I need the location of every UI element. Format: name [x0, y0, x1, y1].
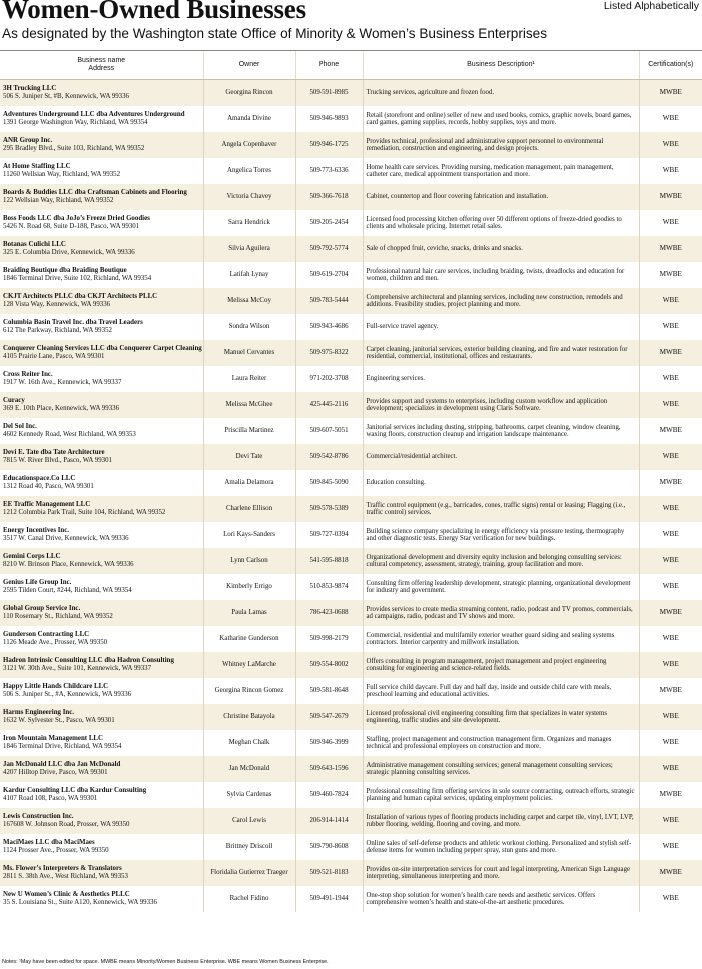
- business-address: 1124 Prosser Ave., Prosser, WA 99350: [3, 847, 109, 854]
- business-address: 1212 Columbia Park Trail, Suite 104, Richland, WA 99352: [3, 509, 166, 516]
- footnote: Notes: ¹May have been edited for space. MWBE means Minority/Women Business Enterprise. WBE means Women Business Enterprise.: [2, 959, 329, 965]
- business-cell: [0, 496, 203, 522]
- description-cell: Staffing, project management and construction management firm. Organizes and manages technical and professional employees on construction and more.: [363, 730, 639, 756]
- business-cell: [0, 886, 203, 912]
- owner-cell: Rachel Fidino: [203, 886, 295, 912]
- page-subtitle: As designated by the Washington state Office of Minority & Women’s Business Enterprises: [2, 26, 548, 41]
- business-address: 1846 Terminal Drive, Richland, WA 99354: [3, 743, 122, 750]
- table-row: [0, 262, 702, 288]
- business-name: 3H Trucking LLC: [3, 85, 57, 93]
- business-table: [0, 51, 702, 912]
- business-address: 612 The Parkway, Richland, WA 99352: [3, 327, 112, 334]
- phone-cell: 971-202-3708: [295, 366, 363, 392]
- table-row: [0, 236, 702, 262]
- business-address: 7815 W. River Blvd., Pasco, WA 99301: [3, 457, 112, 464]
- phone-cell: 509-792-5774: [295, 236, 363, 262]
- table-body: [0, 80, 702, 913]
- phone-cell: 509-205-2454: [295, 210, 363, 236]
- phone-cell: 509-491-1944: [295, 886, 363, 912]
- table-row: [0, 496, 702, 522]
- description-cell: Professional natural hair care services, including braiding, twists, dreadlocks and education for women, children and men.: [363, 262, 639, 288]
- certification-cell: WBE: [639, 626, 702, 652]
- business-cell: [0, 80, 203, 107]
- phone-cell: 509-998-2179: [295, 626, 363, 652]
- business-cell: [0, 184, 203, 210]
- certification-cell: WBE: [639, 730, 702, 756]
- business-cell: [0, 860, 203, 886]
- phone-cell: 509-460-7824: [295, 782, 363, 808]
- business-name: Del Sol Inc.: [3, 423, 37, 431]
- certification-cell: WBE: [639, 574, 702, 600]
- table-row: [0, 106, 702, 132]
- certification-cell: WBE: [639, 106, 702, 132]
- table-row: [0, 678, 702, 704]
- certification-cell: WBE: [639, 288, 702, 314]
- owner-cell: Amalia Delamora: [203, 470, 295, 496]
- description-cell: Commercial/residential architect.: [363, 444, 639, 470]
- business-name: Jan McDonald LLC dba Jan McDonald: [3, 761, 121, 769]
- column-header-phone: Phone: [295, 51, 363, 80]
- business-table-container: [0, 51, 702, 912]
- business-cell: [0, 106, 203, 132]
- description-cell: Administrative management consulting services; general management consulting services; strategic planning consulting services.: [363, 756, 639, 782]
- business-cell: [0, 730, 203, 756]
- certification-cell: MWBE: [639, 782, 702, 808]
- business-name: Boss Foods LLC dba JoJo’s Freeze Dried Goodies: [3, 215, 150, 223]
- description-cell: Organizational development and diversity equity inclusion and belonging consulting services: cultural competency, assessment, strategy, training, group facilitation and more.: [363, 548, 639, 574]
- table-row: [0, 288, 702, 314]
- certification-cell: MWBE: [639, 184, 702, 210]
- table-row: [0, 782, 702, 808]
- table-row: [0, 132, 702, 158]
- certification-cell: WBE: [639, 132, 702, 158]
- business-cell: [0, 470, 203, 496]
- table-row: [0, 626, 702, 652]
- certification-cell: WBE: [639, 808, 702, 834]
- table-row: [0, 808, 702, 834]
- business-address: 1632 W. Sylvester St., Pasco, WA 99301: [3, 717, 115, 724]
- certification-cell: WBE: [639, 834, 702, 860]
- description-cell: Provides technical, professional and administrative support personnel to environmental remediation, construction and engineering, and design projects.: [363, 132, 639, 158]
- business-cell: [0, 418, 203, 444]
- business-name: Devi E. Tate dba Tate Architecture: [3, 449, 105, 457]
- business-address: 506 S. Juniper St., #A, Kennewick, WA 99336: [3, 691, 132, 698]
- description-cell: Comprehensive architectural and planning services, including new construction, remodels and additions. Feasibility studies, project planning and more.: [363, 288, 639, 314]
- phone-cell: 509-542-8786: [295, 444, 363, 470]
- certification-cell: WBE: [639, 756, 702, 782]
- business-name: Boards & Buddies LLC dba Craftsman Cabinets and Flooring: [3, 189, 187, 197]
- certification-cell: WBE: [639, 366, 702, 392]
- description-cell: Sale of chopped fruit, ceviche, snacks, drinks and snacks.: [363, 236, 639, 262]
- business-cell: [0, 314, 203, 340]
- description-cell: Full service child daycare. Full day and half day, inside and outside child care with meals, preschool learning and educational activities.: [363, 678, 639, 704]
- business-cell: [0, 626, 203, 652]
- business-name: Columbia Basin Travel Inc. dba Travel Leaders: [3, 319, 143, 327]
- description-cell: One-stop shop solution for women’s health care needs and aesthetic services. Offers comprehensive women’s health and state-of-the-art aesthetic procedures.: [363, 886, 639, 912]
- business-address: 506 S. Juniper St, #B, Kennewick, WA 99336: [3, 93, 130, 100]
- description-cell: Full-service travel agency.: [363, 314, 639, 340]
- business-cell: [0, 704, 203, 730]
- owner-cell: Sarra Hendrick: [203, 210, 295, 236]
- owner-cell: Katharine Gunderson: [203, 626, 295, 652]
- business-name: Energy Incentives Inc.: [3, 527, 70, 535]
- phone-cell: 509-943-4686: [295, 314, 363, 340]
- table-row: [0, 314, 702, 340]
- business-name: Braiding Boutique dba Braiding Boutique: [3, 267, 127, 275]
- owner-cell: Georgina Rincon: [203, 80, 295, 107]
- phone-cell: 509-773-6336: [295, 158, 363, 184]
- business-name: Adventures Underground LLC dba Adventures Underground: [3, 111, 185, 119]
- table-row: [0, 652, 702, 678]
- business-name: Global Group Service Inc.: [3, 605, 81, 613]
- business-name: Kardur Consulting LLC dba Kardur Consulting: [3, 787, 147, 795]
- phone-cell: 786-423-0688: [295, 600, 363, 626]
- description-cell: Building science company specializing in energy efficiency via pressure testing, thermography and other diagnostic tests. Energy Star verification for new buildings.: [363, 522, 639, 548]
- business-name: Conquerer Cleaning Services LLC dba Conquerer Carpet Cleaning: [3, 345, 202, 353]
- business-cell: [0, 834, 203, 860]
- phone-cell: 509-521-8183: [295, 860, 363, 886]
- description-cell: Cabinet, countertop and floor covering fabrication and installation.: [363, 184, 639, 210]
- certification-cell: WBE: [639, 158, 702, 184]
- description-cell: Janitorial services including dusting, stripping, bathrooms, carpet cleaning, window cleaning, waxing floors, construction cleanup and irrigation landscape maintenance.: [363, 418, 639, 444]
- table-row: [0, 834, 702, 860]
- business-address: 1126 Meade Ave., Prosser, WA 99350: [3, 639, 108, 646]
- description-cell: Home health care services. Providing nursing, medication management, pain management, catheter care, medical appointment transportation and more.: [363, 158, 639, 184]
- description-cell: Provides on-site interpretation services for court and legal interpreting, American Sign Language interpreting, simultaneous interpreting and more.: [363, 860, 639, 886]
- certification-cell: MWBE: [639, 860, 702, 886]
- business-name: CKJT Architects PLLC dba CKJT Architects PLLC: [3, 293, 158, 301]
- business-name: Curacy: [3, 397, 25, 405]
- business-address: 122 Wellsian Way, Richland, WA 99352: [3, 197, 114, 204]
- business-cell: [0, 652, 203, 678]
- certification-cell: MWBE: [639, 470, 702, 496]
- description-cell: Consulting firm offering leadership development, strategic planning, organizational development for industry and government.: [363, 574, 639, 600]
- owner-cell: Kimberly Errigo: [203, 574, 295, 600]
- table-row: [0, 444, 702, 470]
- description-cell: Licensed professional civil engineering consulting firm that specializes in water systems engineering, traffic studies and site development.: [363, 704, 639, 730]
- description-cell: Engineering services.: [363, 366, 639, 392]
- description-cell: Trucking services, agriculture and frozen food.: [363, 80, 639, 107]
- business-cell: [0, 366, 203, 392]
- table-row: [0, 392, 702, 418]
- business-cell: [0, 808, 203, 834]
- business-address: 1391 George Washington Way, Richland, WA 99354: [3, 119, 148, 126]
- description-cell: Licensed food processing kitchen offering over 50 different options of freeze-dried goodies to clients and wholesale pricing. Internet retail sales.: [363, 210, 639, 236]
- business-cell: [0, 600, 203, 626]
- table-row: [0, 548, 702, 574]
- business-name: Gunderson Contracting LLC: [3, 631, 90, 639]
- description-cell: Retail (storefront and online) seller of new and used books, comics, graphic novels, board games, card games, gaming supplies, records, hobby supplies, toys and more.: [363, 106, 639, 132]
- business-address: 11260 Wellsian Way, Richland, WA 99352: [3, 171, 121, 178]
- owner-cell: Silvia Aguilera: [203, 236, 295, 262]
- business-name: Educationspace.Co LLC: [3, 475, 76, 483]
- business-address: 4107 Road 108, Pasco, WA 99301: [3, 795, 98, 802]
- phone-cell: 509-975-8322: [295, 340, 363, 366]
- certification-cell: MWBE: [639, 600, 702, 626]
- description-cell: Offers consulting in program management, project management and project engineering consulting for engineering and science-related fields.: [363, 652, 639, 678]
- owner-cell: Christine Batayola: [203, 704, 295, 730]
- table-header-row: [0, 51, 702, 80]
- table-row: [0, 756, 702, 782]
- certification-cell: WBE: [639, 886, 702, 912]
- certification-cell: WBE: [639, 704, 702, 730]
- business-address: 35 S. Louisiana St., Suite A120, Kennewick, WA 99336: [3, 899, 157, 906]
- owner-cell: Latifah Lynay: [203, 262, 295, 288]
- owner-cell: Jan McDonald: [203, 756, 295, 782]
- owner-cell: Carol Lewis: [203, 808, 295, 834]
- phone-cell: 509-619-2704: [295, 262, 363, 288]
- business-cell: [0, 236, 203, 262]
- description-cell: Online sales of self-defense products and athletic workout clothing. Personalized and stylish self-defense items for women including pepper spray, stun guns and more.: [363, 834, 639, 860]
- business-cell: [0, 574, 203, 600]
- table-row: [0, 522, 702, 548]
- business-cell: [0, 444, 203, 470]
- certification-cell: WBE: [639, 314, 702, 340]
- business-address: 167608 W. Johnson Road, Prosser, WA 99350: [3, 821, 130, 828]
- business-name: EE Traffic Management LLC: [3, 501, 91, 509]
- business-name: New U Women’s Clinic & Aesthetics PLLC: [3, 891, 130, 899]
- certification-cell: WBE: [639, 548, 702, 574]
- phone-cell: 509-946-1725: [295, 132, 363, 158]
- business-cell: [0, 756, 203, 782]
- column-header-business-name: Business name: [77, 57, 126, 64]
- business-name: Ms. Flower’s Interpreters & Translators: [3, 865, 122, 873]
- business-cell: [0, 522, 203, 548]
- certification-cell: WBE: [639, 210, 702, 236]
- business-address: 128 Vista Way, Kennewick, WA 99336: [3, 301, 111, 308]
- owner-cell: Angelica Torres: [203, 158, 295, 184]
- phone-cell: 425-445-2116: [295, 392, 363, 418]
- business-name: Iron Mountain Management LLC: [3, 735, 103, 743]
- phone-cell: 206-914-1414: [295, 808, 363, 834]
- business-address: 1917 W. 16th Ave., Kennewick, WA 99337: [3, 379, 122, 386]
- certification-cell: WBE: [639, 522, 702, 548]
- phone-cell: 509-366-7618: [295, 184, 363, 210]
- business-address: 8210 W. Brinson Place, Kennewick, WA 99336: [3, 561, 134, 568]
- sort-note: Listed Alphabetically: [603, 0, 699, 12]
- phone-cell: 509-727-0394: [295, 522, 363, 548]
- business-cell: [0, 210, 203, 236]
- owner-cell: Laura Reiter: [203, 366, 295, 392]
- description-cell: Installation of various types of flooring products including carpet and carpet tile, vinyl, LVT, LVP, rubber flooring, welding, flooring and coving, and more.: [363, 808, 639, 834]
- phone-cell: 509-607-5051: [295, 418, 363, 444]
- table-row: [0, 158, 702, 184]
- owner-cell: Lynn Carlson: [203, 548, 295, 574]
- description-cell: Carpet cleaning, janitorial services, exterior building cleaning, and fire and water restoration for residential, commercial, institutional, offices and restaurants.: [363, 340, 639, 366]
- description-cell: Education consulting.: [363, 470, 639, 496]
- owner-cell: Priscilla Martinez: [203, 418, 295, 444]
- certification-cell: MWBE: [639, 678, 702, 704]
- owner-cell: Manuel Cervantes: [203, 340, 295, 366]
- owner-cell: Victoria Chavey: [203, 184, 295, 210]
- certification-cell: WBE: [639, 496, 702, 522]
- owner-cell: Whitney LaMarche: [203, 652, 295, 678]
- business-name: Happy Little Hands Childcare LLC: [3, 683, 109, 691]
- business-address: 2595 Tilden Court, #244, Richland, WA 99354: [3, 587, 132, 594]
- phone-cell: 509-643-1596: [295, 756, 363, 782]
- owner-cell: Floridalia Gutierrez Traeger: [203, 860, 295, 886]
- business-address: 110 Rosemary St., Richland, WA 99352: [3, 613, 113, 620]
- business-cell: [0, 782, 203, 808]
- phone-cell: 509-946-9893: [295, 106, 363, 132]
- business-name: ANR Group Inc.: [3, 137, 53, 145]
- phone-cell: 541-595-8818: [295, 548, 363, 574]
- business-name: Harms Engineering Inc.: [3, 709, 75, 717]
- owner-cell: Brittney Driscoll: [203, 834, 295, 860]
- phone-cell: 509-790-8608: [295, 834, 363, 860]
- business-address: 3121 W. 30th Ave., Suite 101, Kennewick, WA 99337: [3, 665, 152, 672]
- description-cell: Provides support and systems to enterprises, including custom workflow and application development; specializes in development using Claris Software.: [363, 392, 639, 418]
- column-header-certification: Certification(s): [639, 51, 702, 80]
- table-row: [0, 574, 702, 600]
- business-address: 4207 Hilltop Drive, Pasco, WA 99301: [3, 769, 108, 776]
- table-row: [0, 704, 702, 730]
- business-address: 1846 Terminal Drive, Suite 102, Richland, WA 99354: [3, 275, 152, 282]
- table-row: [0, 184, 702, 210]
- business-address: 2811 S. 38th Ave., West Richland, WA 99353: [3, 873, 128, 880]
- table-row: [0, 600, 702, 626]
- business-name: Gemini Corps LLC: [3, 553, 61, 561]
- certification-cell: WBE: [639, 392, 702, 418]
- description-cell: Professional consulting firm offering services in sole source contracting, outreach efforts, strategic planning and human capital services, updating employment policies.: [363, 782, 639, 808]
- owner-cell: Amanda Divine: [203, 106, 295, 132]
- owner-cell: Sylvia Cardenas: [203, 782, 295, 808]
- owner-cell: Sondra Wilson: [203, 314, 295, 340]
- table-row: [0, 340, 702, 366]
- owner-cell: Charlene Ellison: [203, 496, 295, 522]
- business-cell: [0, 132, 203, 158]
- table-row: [0, 470, 702, 496]
- phone-cell: 509-554-8002: [295, 652, 363, 678]
- owner-cell: Georgina Rincon Gomez: [203, 678, 295, 704]
- certification-cell: MWBE: [639, 340, 702, 366]
- phone-cell: 509-946-3999: [295, 730, 363, 756]
- owner-cell: Paula Lamas: [203, 600, 295, 626]
- description-cell: Traffic control equipment (e.g., barricades, cones, traffic signs) rental or leasing; Flagging (i.e., traffic control) services.: [363, 496, 639, 522]
- column-header-business: [0, 51, 203, 80]
- certification-cell: MWBE: [639, 262, 702, 288]
- business-cell: [0, 262, 203, 288]
- column-header-address: Address: [88, 65, 115, 72]
- business-name: At Home Staffing LLC: [3, 163, 71, 171]
- phone-cell: 509-581-8648: [295, 678, 363, 704]
- column-header-owner: Owner: [203, 51, 295, 80]
- business-address: 369 E. 10th Place, Kennewick, WA 99336: [3, 405, 120, 412]
- certification-cell: WBE: [639, 652, 702, 678]
- phone-cell: 509-547-2679: [295, 704, 363, 730]
- business-address: 295 Bradley Blvd., Suite 103, Richland, WA 99352: [3, 145, 145, 152]
- table-row: [0, 730, 702, 756]
- phone-cell: 509-591-8985: [295, 80, 363, 107]
- phone-cell: 510-853-9874: [295, 574, 363, 600]
- business-cell: [0, 392, 203, 418]
- description-cell: Provides services to create media streaming content, radio, podcast and TV promos, commercials, ad campaigns, radio, podcast and TV shows and more.: [363, 600, 639, 626]
- certification-cell: WBE: [639, 444, 702, 470]
- business-name: MaciMaes LLC dba MaciMaes: [3, 839, 95, 847]
- business-name: Lewis Construction Inc.: [3, 813, 74, 821]
- business-cell: [0, 340, 203, 366]
- certification-cell: MWBE: [639, 80, 702, 107]
- owner-cell: Meghan Chalk: [203, 730, 295, 756]
- owner-cell: Lori Kays-Sanders: [203, 522, 295, 548]
- business-name: Genius Life Group Inc.: [3, 579, 72, 587]
- owner-cell: Melissa McCoy: [203, 288, 295, 314]
- table-row: [0, 860, 702, 886]
- phone-cell: 509-845-5090: [295, 470, 363, 496]
- business-cell: [0, 548, 203, 574]
- phone-cell: 509-578-5389: [295, 496, 363, 522]
- table-row: [0, 418, 702, 444]
- business-cell: [0, 158, 203, 184]
- certification-cell: MWBE: [639, 418, 702, 444]
- business-name: Cross Reiter Inc.: [3, 371, 53, 379]
- phone-cell: 509-783-5444: [295, 288, 363, 314]
- owner-cell: Devi Tate: [203, 444, 295, 470]
- description-cell: Commercial, residential and multifamily exterior weather guard siding and sealing systems contractors. Interior carpentry and millwork installation.: [363, 626, 639, 652]
- business-address: 325 E. Columbia Drive, Kennewick, WA 99336: [3, 249, 135, 256]
- business-name: Botanas Culichi LLC: [3, 241, 66, 249]
- owner-cell: Angela Copenhaver: [203, 132, 295, 158]
- owner-cell: Melissa McGhee: [203, 392, 295, 418]
- table-row: [0, 210, 702, 236]
- table-row: [0, 366, 702, 392]
- business-address: 5426 N. Road 68, Suite D-188, Pasco, WA 99301: [3, 223, 140, 230]
- business-cell: [0, 288, 203, 314]
- business-address: 4105 Prairie Lane, Pasco, WA 99301: [3, 353, 105, 360]
- table-row: [0, 886, 702, 912]
- certification-cell: MWBE: [639, 236, 702, 262]
- column-header-description: Business Description¹: [363, 51, 639, 80]
- business-cell: [0, 678, 203, 704]
- business-address: 3517 W. Canal Drive, Kennewick, WA 99336: [3, 535, 129, 542]
- business-name: Hadron Intrinsic Consulting LLC dba Hadron Consulting: [3, 657, 174, 665]
- page-title: Women-Owned Businesses: [2, 0, 306, 24]
- business-address: 1312 Road 40, Pasco, WA 99301: [3, 483, 94, 490]
- table-row: [0, 80, 702, 107]
- business-address: 4602 Kennedy Road, West Richland, WA 99353: [3, 431, 136, 438]
